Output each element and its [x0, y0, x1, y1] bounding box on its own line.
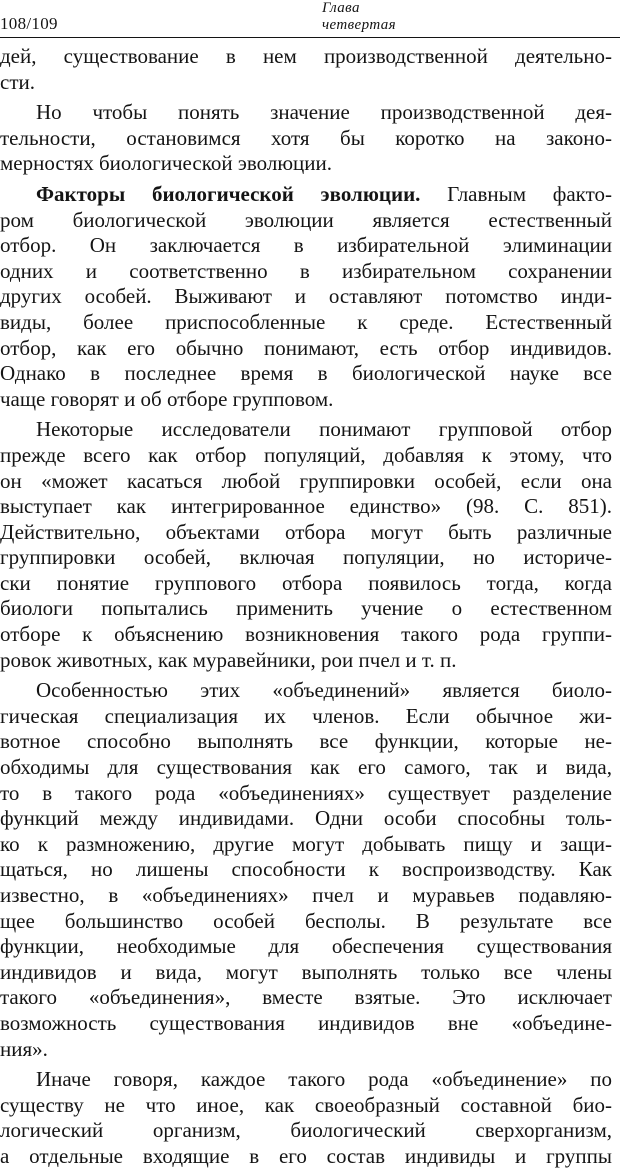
text-line: функций между индивидами. Одни особи способны толь-: [0, 806, 612, 831]
text-line: одних и соответственно в избирательном сохранении: [0, 258, 612, 283]
text-line: других особей. Выживают и оставляют потомство инди-: [0, 284, 612, 309]
text-line: [0, 182, 612, 208]
text-line: а отдельные входящие в его состав индивиды и группы: [0, 1143, 612, 1168]
text-line: выступает как интегрированное единство» (98. С. 851).: [0, 494, 612, 519]
text-line: щаться, но лишены способности к воспроизводству. Как: [0, 857, 612, 882]
text-line: мерностях биологической эволюции.: [0, 151, 332, 176]
text-line: обходимы для существования как его самого, так и вида,: [0, 755, 612, 780]
text-line: виды, более приспособленные к среде. Естественный: [0, 309, 612, 334]
text-line: известно, в «объединениях» пчел и муравьев подавляю-: [0, 883, 612, 907]
text-line: ровок животных, как муравейники, рои пчел и т. п.: [0, 647, 457, 672]
running-head-chapter: Глава: [322, 0, 360, 16]
text-line: Особенностью этих «объединений» является биоло-: [36, 678, 612, 703]
text-line: отборе к объяснению возникновения такого рода группи-: [0, 622, 612, 647]
text-line: Действительно, объектами отбора могут быть различные: [0, 519, 612, 544]
text-line: Однако в последнее время в биологической науке все: [0, 361, 612, 386]
running-head: [322, 0, 396, 34]
text-fragment: Главным факто-: [447, 181, 613, 206]
text-line: Иначе говоря, каждое такого рода «объединение» по: [36, 1067, 612, 1092]
text-line: дей, существование в нем производственной деятельно-: [0, 44, 612, 68]
text-line: существу не что иное, как своеобразный составной био-: [0, 1092, 612, 1117]
text-line: он «может касаться любой группировки особей, если она: [0, 468, 612, 493]
text-line: то в такого рода «объединениях» существует разделение: [0, 780, 612, 805]
text-line: гическая специализация их членов. Если обычное жи-: [0, 703, 612, 728]
body-text: [0, 44, 612, 1170]
text-line: вотное способно выполнять все функции, которые не-: [0, 729, 612, 754]
text-line: отбор. Он заключается в избирательной элиминации: [0, 233, 612, 258]
text-line: сти.: [0, 69, 35, 94]
running-head-chapter-number: четвертая: [322, 17, 397, 33]
section-heading: Факторы биологической эволюции.: [36, 181, 421, 206]
text-line: биологи попытались применить учение о естественном: [0, 596, 612, 621]
text-line: чаще говорят и об отборе групповом.: [0, 386, 334, 411]
text-line: такого «объединения», вместе взятые. Это исключает: [0, 985, 612, 1010]
text-line: Но чтобы понять значение производственной дея-: [36, 100, 612, 125]
text-line: ски понятие группового отбора появилось тогда, когда: [0, 570, 612, 595]
text-line: ния».: [0, 1036, 48, 1061]
text-line: отбор, как его обычно понимают, есть отбор индивидов.: [0, 335, 612, 360]
page-header: [0, 0, 620, 44]
text-line: индивидов и вида, могут выполнять только все члены: [0, 959, 612, 984]
text-line: тельности, остановимся хотя бы коротко на законо-: [0, 125, 612, 150]
text-line: логический организм, биологический сверхорганизм,: [0, 1118, 612, 1143]
text-line: прежде всего как отбор популяций, добавляя к этому, что: [0, 442, 612, 467]
text-line: функции, необходимые для обеспечения существования: [0, 934, 612, 959]
header-rule: [0, 37, 620, 38]
text-line: ром биологической эволюции является естественный: [0, 207, 612, 232]
text-line: Некоторые исследователи понимают групповой отбор: [36, 417, 612, 442]
text-line: возможность существования индивидов вне «объедине-: [0, 1010, 612, 1035]
text-line: группировки особей, включая популяции, но историче-: [0, 545, 612, 570]
text-line: щее большинство особей бесполы. В результате все: [0, 908, 612, 933]
page-number: 108/109: [0, 14, 58, 33]
text-line: ко к размножению, другие могут добывать пищу и защи-: [0, 831, 612, 856]
